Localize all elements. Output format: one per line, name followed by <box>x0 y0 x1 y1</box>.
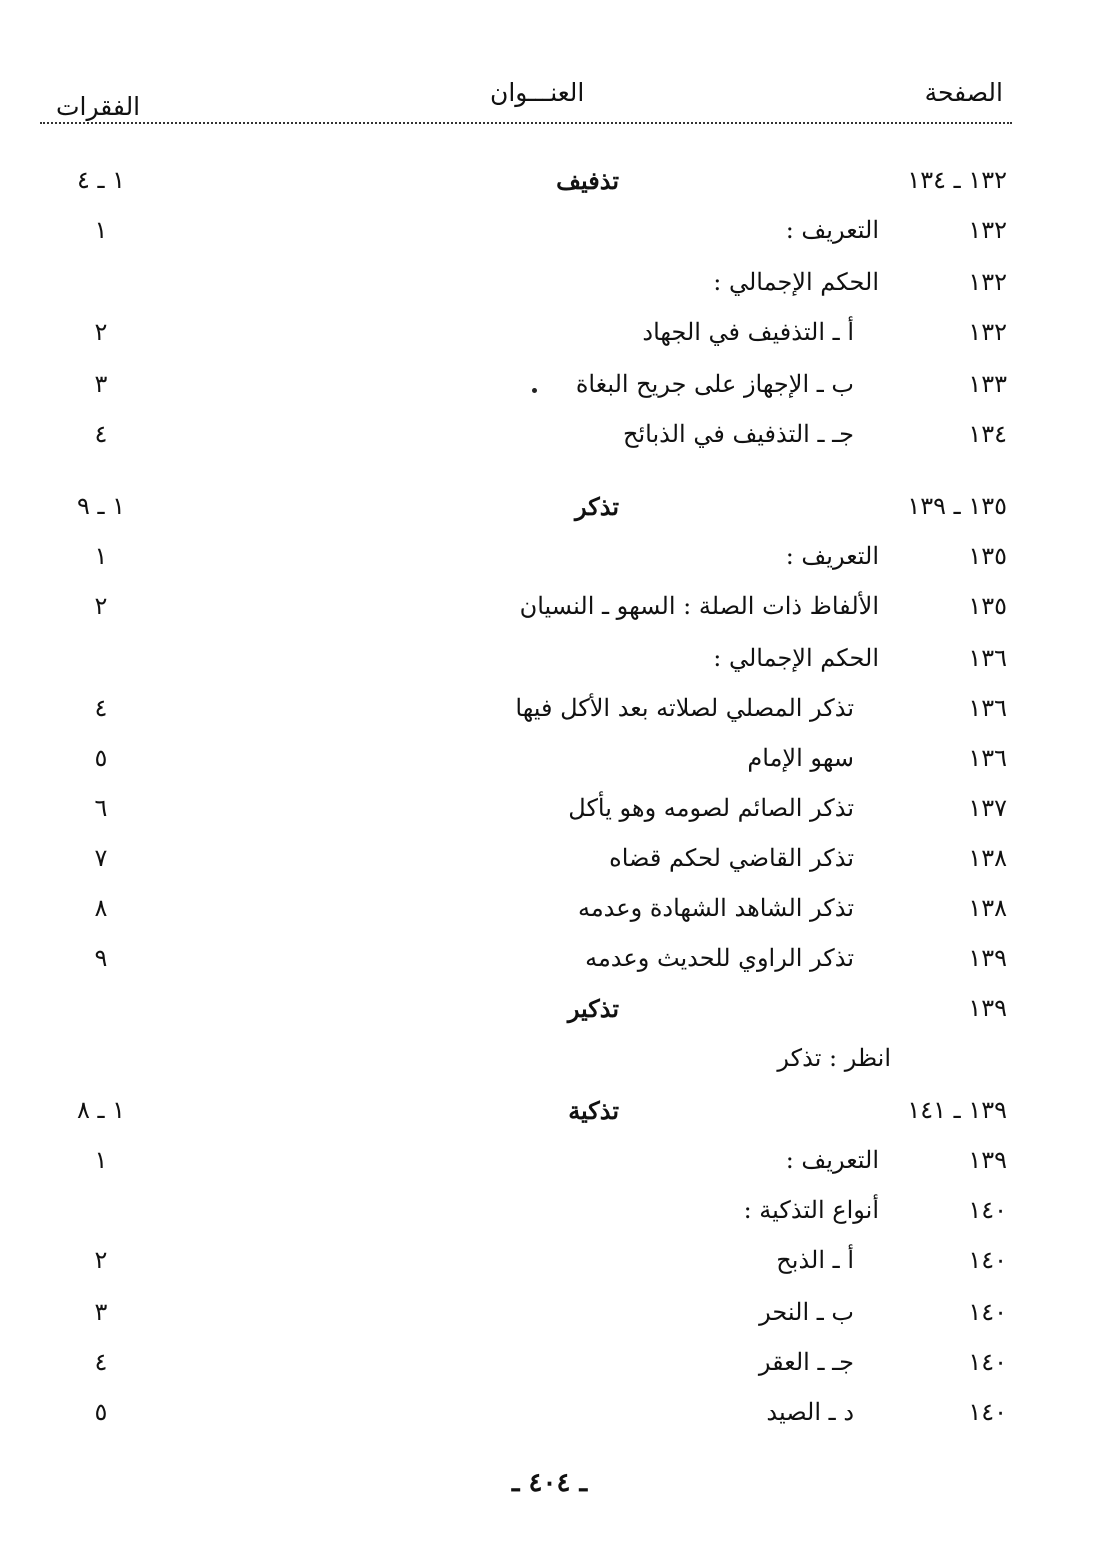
paragraph-range: ٥ <box>94 744 108 772</box>
entry-title: الألفاظ ذات الصلة : السهو ـ النسيان <box>519 592 879 620</box>
paragraph-range: ٥ <box>94 1398 108 1426</box>
paragraph-range: ٢ <box>94 318 108 346</box>
entry-title: تذكر الراوي للحديث وعدمه <box>585 944 854 972</box>
entry-title: الحكم الإجمالي : <box>713 268 879 296</box>
index-entry <box>0 364 1099 404</box>
entry-title: تذكر <box>575 492 619 521</box>
page-range: ١٣٥ <box>968 542 1007 570</box>
paragraph-range: ١ ـ ٩ <box>76 492 126 520</box>
page-range: ١٣٧ <box>968 794 1007 822</box>
page-range: ١٣٦ <box>968 694 1007 722</box>
entry-title: جـ ـ التذفيف في الذبائح <box>622 420 854 448</box>
entry-title: الحكم الإجمالي : <box>713 644 879 672</box>
page-range: ١٣٥ ـ ١٣٩ <box>907 492 1007 520</box>
page-range: ١٣٢ ـ ١٣٤ <box>907 166 1007 194</box>
index-entry <box>0 1342 1099 1382</box>
index-entry <box>0 1090 1099 1130</box>
index-entry <box>0 838 1099 878</box>
paragraph-range: ٣ <box>94 1298 108 1326</box>
page-range: ١٣٩ <box>968 944 1007 972</box>
entry-title: أنواع التذكية : <box>743 1196 879 1224</box>
page-column-header: الصفحة <box>924 78 1003 107</box>
paragraph-range: ٧ <box>94 844 108 872</box>
paragraph-range: ٤ <box>94 1348 108 1376</box>
page-range: ١٣٤ <box>968 420 1007 448</box>
title-column-header: العنـــوان <box>490 78 585 107</box>
index-entry <box>0 1292 1099 1332</box>
index-entry <box>0 1190 1099 1230</box>
paragraph-range: ١ <box>94 542 108 570</box>
page-range: ١٣٢ <box>968 216 1007 244</box>
paragraph-range: ٤ <box>94 420 108 448</box>
paragraph-range: ٢ <box>94 1246 108 1274</box>
paragraph-range: ١ <box>94 1146 108 1174</box>
entry-title: ب ـ الإجهاز على جريح البغاة <box>575 370 854 398</box>
entry-title: جـ ـ العقر <box>758 1348 854 1376</box>
paragraph-range: ١ <box>94 216 108 244</box>
page-range: ١٣٨ <box>968 894 1007 922</box>
page-range: ١٣٩ ـ ١٤١ <box>907 1096 1007 1124</box>
page-range: ١٣٢ <box>968 318 1007 346</box>
see-also-reference: انظر : تذكر <box>777 1044 891 1072</box>
paragraph-range: ٦ <box>94 794 108 822</box>
entry-title: التعريف : <box>785 1146 879 1174</box>
paragraph-range: ١ ـ ٨ <box>76 1096 126 1124</box>
page-range: ١٣٥ <box>968 592 1007 620</box>
paragraph-range: ٨ <box>94 894 108 922</box>
index-entry <box>0 688 1099 728</box>
entry-title: سهو الإمام <box>747 744 854 772</box>
paragraph-range: ٩ <box>94 944 108 972</box>
page-range: ١٤٠ <box>968 1348 1007 1376</box>
index-entry <box>0 888 1099 928</box>
index-entry <box>0 312 1099 352</box>
index-entry <box>0 1240 1099 1280</box>
page-range: ١٣٣ <box>968 370 1007 398</box>
entry-title: د ـ الصيد <box>766 1398 854 1426</box>
page-range: ١٤٠ <box>968 1246 1007 1274</box>
index-entry <box>0 1392 1099 1432</box>
index-entry <box>0 210 1099 250</box>
paragraph-range: ٤ <box>94 694 108 722</box>
index-entry <box>0 788 1099 828</box>
index-entry <box>0 586 1099 626</box>
entry-title: تذفيف <box>556 166 619 195</box>
entry-title: تذكير <box>567 994 619 1023</box>
paragraph-range: ١ ـ ٤ <box>76 166 126 194</box>
index-entry <box>0 1140 1099 1180</box>
page-range: ١٣٩ <box>968 1146 1007 1174</box>
paragraph-range: ٣ <box>94 370 108 398</box>
index-entry <box>0 1038 1099 1078</box>
entry-title: التعريف : <box>785 216 879 244</box>
entry-title: تذكر المصلي لصلاته بعد الأكل فيها <box>515 694 854 722</box>
entry-title: أ ـ الذبح <box>776 1246 854 1274</box>
index-entry <box>0 160 1099 200</box>
page-range: ١٣٩ <box>968 994 1007 1022</box>
page-range: ١٣٢ <box>968 268 1007 296</box>
stray-dot <box>532 388 537 393</box>
page-range: ١٤٠ <box>968 1196 1007 1224</box>
page-range: ١٣٦ <box>968 744 1007 772</box>
index-entry <box>0 638 1099 678</box>
page-range: ١٤٠ <box>968 1298 1007 1326</box>
index-entry <box>0 938 1099 978</box>
page-range: ١٤٠ <box>968 1398 1007 1426</box>
paragraphs-column-header: الفقرات <box>56 92 141 121</box>
paragraph-range: ٢ <box>94 592 108 620</box>
entry-title: أ ـ التذفيف في الجهاد <box>642 318 854 346</box>
index-entry <box>0 536 1099 576</box>
entry-title: تذكر الصائم لصومه وهو يأكل <box>568 794 854 822</box>
index-entry <box>0 988 1099 1028</box>
entry-title: تذكر الشاهد الشهادة وعدمه <box>577 894 854 922</box>
entry-title: تذكر القاضي لحكم قضاه <box>609 844 854 872</box>
entry-title: ب ـ النحر <box>759 1298 854 1326</box>
index-entry <box>0 738 1099 778</box>
index-entry <box>0 486 1099 526</box>
page-range: ١٣٨ <box>968 844 1007 872</box>
page-range: ١٣٦ <box>968 644 1007 672</box>
index-entry <box>0 414 1099 454</box>
page-number: ـ ٤٠٤ ـ <box>511 1468 588 1498</box>
entry-title: التعريف : <box>785 542 879 570</box>
index-entry <box>0 262 1099 302</box>
header-divider <box>40 122 1012 124</box>
entry-title: تذكية <box>568 1096 619 1125</box>
